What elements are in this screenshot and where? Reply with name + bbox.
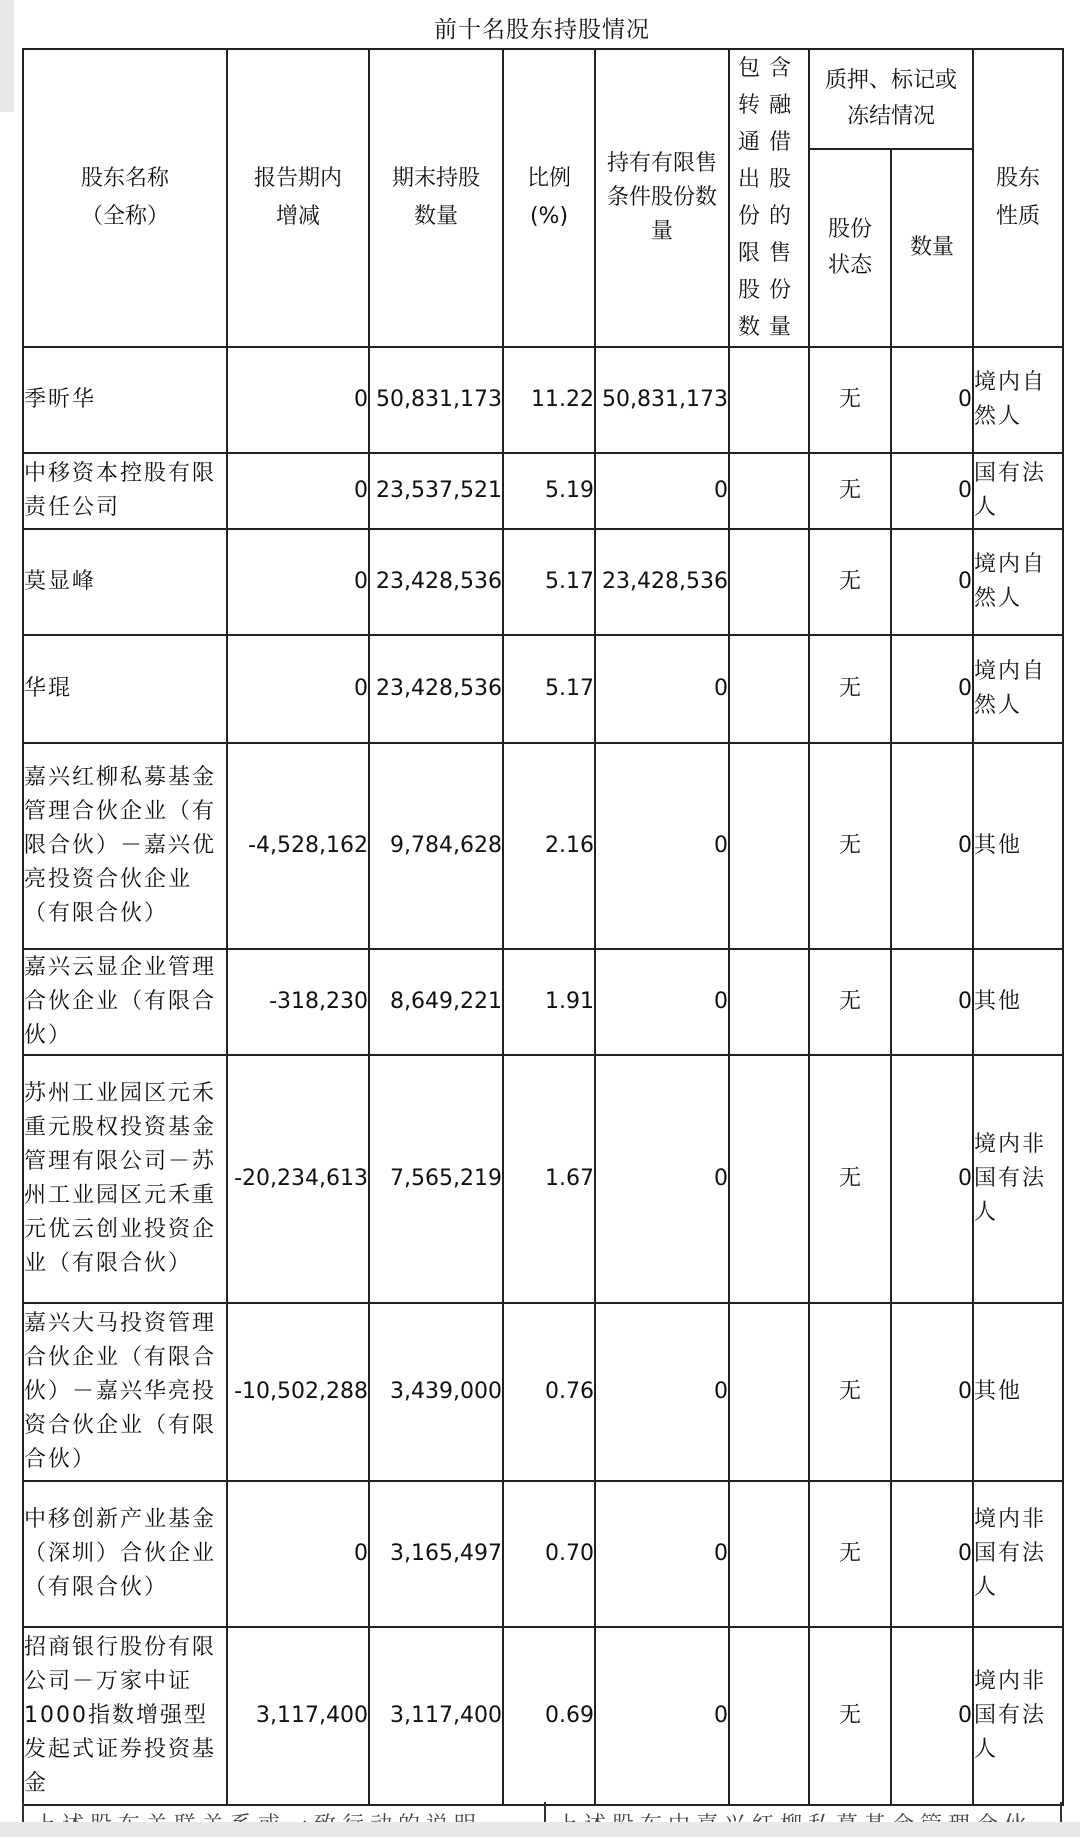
header-name: 股东名称（全称） xyxy=(23,49,227,347)
top-ten-shareholders-table xyxy=(22,48,1064,1806)
cell-restricted: 50,831,173 xyxy=(595,347,729,453)
cell-qty: 0 xyxy=(891,453,973,529)
cell-status: 无 xyxy=(809,949,891,1055)
cell-ratio: 0.70 xyxy=(503,1481,595,1627)
cell-restricted: 0 xyxy=(595,635,729,743)
cell-name: 嘉兴大马投资管理合伙企业（有限合伙）－嘉兴华亮投资合伙企业（有限合伙） xyxy=(23,1303,227,1481)
cell-qty: 0 xyxy=(891,1055,973,1303)
cell-shares: 3,165,497 xyxy=(369,1481,503,1627)
cell-ratio: 1.67 xyxy=(503,1055,595,1303)
cell-change: 3,117,400 xyxy=(227,1627,369,1805)
header-restricted: 持有有限售条件股份数量 xyxy=(595,49,729,347)
cell-shares: 3,439,000 xyxy=(369,1303,503,1481)
cell-status: 无 xyxy=(809,1627,891,1805)
cell-name: 嘉兴红柳私募基金管理合伙企业（有限合伙）－嘉兴优亮投资合伙企业（有限合伙） xyxy=(23,743,227,949)
cell-status: 无 xyxy=(809,635,891,743)
cell-nature: 境内非国有法人 xyxy=(973,1055,1063,1303)
cell-qty: 0 xyxy=(891,635,973,743)
cell-nature: 境内非国有法人 xyxy=(973,1627,1063,1805)
cell-status: 无 xyxy=(809,453,891,529)
table-row xyxy=(23,743,1063,949)
cell-restricted: 0 xyxy=(595,1627,729,1805)
cell-name: 中移创新产业基金（深圳）合伙企业（有限合伙） xyxy=(23,1481,227,1627)
cell-status: 无 xyxy=(809,1055,891,1303)
header-pledge-qty: 数量 xyxy=(891,149,973,347)
cell-status: 无 xyxy=(809,1303,891,1481)
cell-lending xyxy=(729,635,809,743)
cell-restricted: 23,428,536 xyxy=(595,529,729,635)
cell-restricted: 0 xyxy=(595,1055,729,1303)
cell-ratio: 5.17 xyxy=(503,529,595,635)
cell-shares: 23,428,536 xyxy=(369,529,503,635)
cell-name: 季昕华 xyxy=(23,347,227,453)
table-row xyxy=(23,1055,1063,1303)
cell-shares: 23,428,536 xyxy=(369,635,503,743)
cell-lending xyxy=(729,743,809,949)
cell-nature: 境内自然人 xyxy=(973,635,1063,743)
header-nature: 股东性质 xyxy=(973,49,1063,347)
cell-restricted: 0 xyxy=(595,1481,729,1627)
cell-name: 嘉兴云显企业管理合伙企业（有限合伙） xyxy=(23,949,227,1055)
cell-lending xyxy=(729,1481,809,1627)
cell-nature: 境内自然人 xyxy=(973,529,1063,635)
cell-qty: 0 xyxy=(891,949,973,1055)
cell-name: 苏州工业园区元禾重元股权投资基金管理有限公司－苏州工业园区元禾重元优云创业投资企业（有限合伙） xyxy=(23,1055,227,1303)
cell-shares: 9,784,628 xyxy=(369,743,503,949)
cell-nature: 境内自然人 xyxy=(973,347,1063,453)
header-pledge-status: 股份状态 xyxy=(809,149,891,347)
cell-change: 0 xyxy=(227,635,369,743)
cell-lending xyxy=(729,347,809,453)
cell-name: 莫显峰 xyxy=(23,529,227,635)
table-row xyxy=(23,1303,1063,1481)
cell-ratio: 0.76 xyxy=(503,1303,595,1481)
cell-status: 无 xyxy=(809,743,891,949)
cell-lending xyxy=(729,1303,809,1481)
cell-restricted: 0 xyxy=(595,1303,729,1481)
cell-ratio: 5.19 xyxy=(503,453,595,529)
cell-ratio: 0.69 xyxy=(503,1627,595,1805)
cell-change: -318,230 xyxy=(227,949,369,1055)
cell-status: 无 xyxy=(809,1481,891,1627)
header-change: 报告期内增减 xyxy=(227,49,369,347)
cell-shares: 50,831,173 xyxy=(369,347,503,453)
cell-qty: 0 xyxy=(891,347,973,453)
cell-restricted: 0 xyxy=(595,453,729,529)
cell-lending xyxy=(729,453,809,529)
cell-ratio: 11.22 xyxy=(503,347,595,453)
header-shares-end: 期末持股数量 xyxy=(369,49,503,347)
table-row xyxy=(23,529,1063,635)
cell-status: 无 xyxy=(809,529,891,635)
table-caption: 前十名股东持股情况 xyxy=(434,17,650,43)
header-ratio: 比例(%) xyxy=(503,49,595,347)
page-bottom-edge xyxy=(0,1822,1080,1837)
cell-change: -10,502,288 xyxy=(227,1303,369,1481)
cell-ratio: 5.17 xyxy=(503,635,595,743)
cell-shares: 23,537,521 xyxy=(369,453,503,529)
header-pledge-group: 质押、标记或冻结情况 xyxy=(809,49,973,149)
cell-restricted: 0 xyxy=(595,949,729,1055)
cell-change: 0 xyxy=(227,453,369,529)
table-row xyxy=(23,347,1063,453)
cell-lending xyxy=(729,1055,809,1303)
cell-shares: 7,565,219 xyxy=(369,1055,503,1303)
cell-shares: 3,117,400 xyxy=(369,1627,503,1805)
cell-nature: 其他 xyxy=(973,949,1063,1055)
cell-change: 0 xyxy=(227,347,369,453)
cell-qty: 0 xyxy=(891,529,973,635)
table-row xyxy=(23,1627,1063,1805)
cell-nature: 国有法人 xyxy=(973,453,1063,529)
cell-qty: 0 xyxy=(891,1627,973,1805)
cell-lending xyxy=(729,1627,809,1805)
cell-qty: 0 xyxy=(891,743,973,949)
cell-change: -20,234,613 xyxy=(227,1055,369,1303)
table-row xyxy=(23,453,1063,529)
cell-qty: 0 xyxy=(891,1303,973,1481)
next-row-fragment xyxy=(22,1802,1062,1824)
cell-nature: 其他 xyxy=(973,1303,1063,1481)
cell-qty: 0 xyxy=(891,1481,973,1627)
cell-shares: 8,649,221 xyxy=(369,949,503,1055)
cell-change: 0 xyxy=(227,1481,369,1627)
cell-nature: 其他 xyxy=(973,743,1063,949)
page-edge-shadow xyxy=(0,0,14,112)
cell-restricted: 0 xyxy=(595,743,729,949)
cell-status: 无 xyxy=(809,347,891,453)
cell-change: 0 xyxy=(227,529,369,635)
table-row xyxy=(23,949,1063,1055)
cell-lending xyxy=(729,949,809,1055)
cell-name: 中移资本控股有限责任公司 xyxy=(23,453,227,529)
table-row xyxy=(23,635,1063,743)
cell-name: 华琨 xyxy=(23,635,227,743)
cell-change: -4,528,162 xyxy=(227,743,369,949)
cell-nature: 境内非国有法人 xyxy=(973,1481,1063,1627)
table-row xyxy=(23,1481,1063,1627)
cell-lending xyxy=(729,529,809,635)
header-lending: 包含转融通借出股份的限售股份数量 xyxy=(729,49,809,347)
cell-name: 招商银行股份有限公司－万家中证1000指数增强型发起式证券投资基金 xyxy=(23,1627,227,1805)
cell-ratio: 1.91 xyxy=(503,949,595,1055)
cell-ratio: 2.16 xyxy=(503,743,595,949)
